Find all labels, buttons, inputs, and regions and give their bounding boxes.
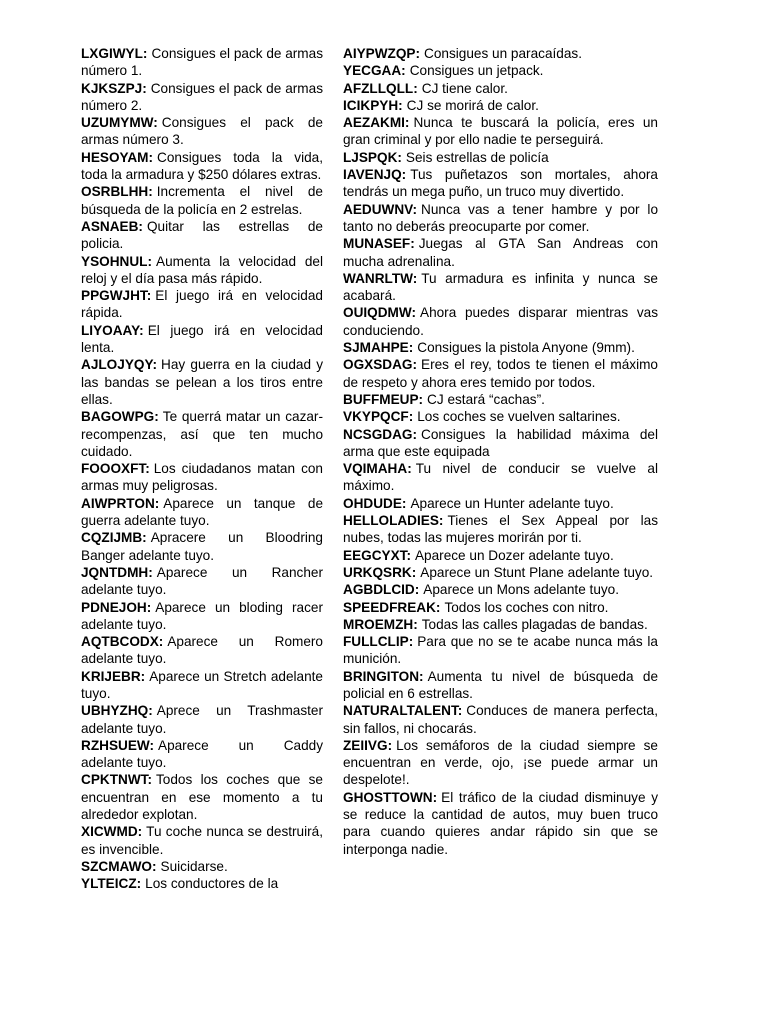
cheat-entry <box>81 287 323 322</box>
cheat-entry <box>343 45 658 62</box>
cheat-description: Suicidarse. <box>160 858 228 874</box>
cheat-description: Los conductores de la <box>145 876 279 892</box>
cheat-entry <box>81 599 323 634</box>
cheat-description: Consigues toda la vida, toda la armadura y $250 dólares extras. <box>81 149 323 183</box>
cheat-entry <box>81 408 323 460</box>
cheat-description: Tu armadura es infinita y nunca se acabará. <box>343 270 658 304</box>
cheat-entry <box>81 183 323 218</box>
cheat-description: Quitar las estrellas de policia. <box>81 218 323 252</box>
cheat-code: NATURALTALENT: <box>343 703 463 719</box>
cheat-description: Aparece un Caddy adelante tuyo. <box>81 737 323 771</box>
cheat-code: AIYPWZQP: <box>343 46 421 61</box>
cheat-entry <box>343 789 658 858</box>
cheat-entry <box>343 495 658 512</box>
cheat-code: KRIJEBR: <box>81 668 146 684</box>
cheat-code: BRINGITON: <box>343 668 424 684</box>
cheat-description: Aumenta la velocidad del reloj y el día pasa más rápido. <box>81 253 323 286</box>
cheat-description: Aparece un Dozer adelante tuyo. <box>414 547 614 563</box>
cheat-code: URKQSRK: <box>343 564 417 580</box>
cheat-code: LJSPQK: <box>343 149 402 165</box>
cheat-description: Aparece un Stretch adelante tuyo. <box>81 668 323 701</box>
cheat-description: CJ se morirá de calor. <box>406 97 539 113</box>
cheat-description: El tráfico de la ciudad disminuye y se reduce la cantidad de autos, muy buen truco para cuando quieres andar rápido sin que se interponga nadie. <box>343 789 658 857</box>
cheat-description: Consigues un paracaídas. <box>424 46 582 61</box>
cheat-description: Aparece un Romero adelante tuyo. <box>81 634 323 667</box>
cheat-description: El juego irá en velocidad lenta. <box>81 322 323 356</box>
cheat-description: Consigues el pack de armas número 3. <box>81 115 323 148</box>
cheat-code: PDNEJOH: <box>81 599 152 615</box>
cheat-code: LIYOAAY: <box>81 322 144 338</box>
cheat-description: Para que no se te acabe nunca más la munición. <box>343 634 658 667</box>
cheat-entry <box>81 80 323 115</box>
cheat-description: Todos los coches con nitro. <box>444 599 609 615</box>
cheat-entry <box>343 201 658 236</box>
cheat-code: EEGCYXT: <box>343 547 411 563</box>
cheat-entry <box>343 426 658 461</box>
cheat-entry <box>81 45 323 80</box>
cheat-description: Los semáforos de la ciudad siempre se encuentran en verde, ojo, ¡se puede armar un despelote!. <box>343 737 658 788</box>
cheat-code: RZHSUEW: <box>81 737 154 753</box>
cheat-entry <box>343 408 658 425</box>
cheat-code: HELLOLADIES: <box>343 513 444 529</box>
cheat-entry <box>81 218 323 253</box>
cheat-description: Aparece un bloding racer adelante tuyo. <box>81 599 323 632</box>
cheat-entry <box>343 599 658 616</box>
cheat-code: ASNAEB: <box>81 218 143 234</box>
cheat-entry <box>343 166 658 201</box>
cheat-description: Tu nivel de conducir se vuelve al máximo. <box>343 461 658 494</box>
cheat-code: CQZIJMB: <box>81 530 147 546</box>
cheat-code: VQIMAHA: <box>343 461 412 477</box>
cheat-entry <box>343 547 658 564</box>
cheat-description: Ahora puedes disparar mientras vas conduciendo. <box>343 305 658 338</box>
cheat-entry <box>81 771 323 823</box>
cheat-description: CJ tiene calor. <box>421 80 508 96</box>
cheat-description: Aparece un Stunt Plane adelante tuyo. <box>420 564 654 580</box>
cheat-entry <box>81 114 323 149</box>
cheat-code: AEDUWNV: <box>343 201 418 217</box>
cheat-code: LXGIWYL: <box>81 46 148 61</box>
cheat-code: AIWPRTON: <box>81 495 160 511</box>
cheat-description: Consigues la pistola Anyone (9mm). <box>417 340 635 356</box>
cheat-entry <box>81 149 323 184</box>
cheat-entry <box>81 253 323 288</box>
cheat-code: YLTEICZ: <box>81 876 142 892</box>
right-column <box>343 45 658 858</box>
cheat-entry <box>343 564 658 581</box>
cheat-entry <box>81 823 323 858</box>
cheat-code: MROEMZH: <box>343 616 418 632</box>
cheat-code: FULLCLIP: <box>343 634 414 650</box>
cheat-code: AQTBCODX: <box>81 634 164 650</box>
cheat-entry <box>343 702 658 737</box>
cheat-code: JQNTDMH: <box>81 564 153 580</box>
cheat-code: AJLOJYQY: <box>81 357 158 373</box>
cheat-description: Aumenta tu nivel de búsqueda de policial en 6 estrellas. <box>343 668 658 701</box>
cheat-description: Te querrá matar un cazar-recompenzas, así que ten mucho cuidado. <box>81 409 323 459</box>
cheat-entry <box>81 737 323 772</box>
cheat-code: VKYPQCF: <box>343 409 414 425</box>
cheat-entry <box>343 668 658 703</box>
cheat-entry <box>81 702 323 737</box>
cheat-description: Incrementa el nivel de búsqueda de la policía en 2 estrelas. <box>81 184 323 217</box>
cheat-description: Aparece un Hunter adelante tuyo. <box>410 495 614 511</box>
cheat-code: WANRLTW: <box>343 270 418 286</box>
cheat-code: UBHYZHQ: <box>81 703 153 719</box>
cheat-entry <box>343 633 658 668</box>
cheat-entry <box>81 875 323 892</box>
cheat-entry <box>343 62 658 79</box>
cheat-code: UZUMYMW: <box>81 115 158 131</box>
cheat-entry <box>81 356 323 408</box>
cheat-code: ZEIIVG: <box>343 737 393 753</box>
cheat-description: Consigues el pack de armas número 2. <box>81 80 323 113</box>
cheat-description: Aprece un Trashmaster adelante tuyo. <box>81 703 323 736</box>
cheat-code: KJKSZPJ: <box>81 80 147 96</box>
left-column <box>81 45 323 893</box>
cheat-entry <box>81 564 323 599</box>
cheat-entry <box>343 339 658 356</box>
cheat-description: Seis estrellas de policía <box>405 149 549 165</box>
cheat-description: Todas las calles plagadas de bandas. <box>421 616 648 632</box>
cheat-entry <box>343 616 658 633</box>
cheat-description: Juegas al GTA San Andreas con mucha adrenalina. <box>343 236 658 269</box>
cheat-description: Consigues un jetpack. <box>409 63 544 79</box>
cheat-entry <box>343 235 658 270</box>
cheat-code: OUIQDMW: <box>343 305 416 321</box>
cheat-code: XICWMD: <box>81 824 143 840</box>
cheat-description: Tienes el Sex Appeal por las nubes, todas las mujeres morirán por ti. <box>343 513 658 546</box>
cheat-description: Tus puñetazos son mortales, ahora tendrás un mega puño, un truco muy divertido. <box>343 167 658 200</box>
cheat-entry <box>81 322 323 357</box>
cheat-code: ICIKPYH: <box>343 97 403 113</box>
cheat-code: SZCMAWO: <box>81 858 157 874</box>
cheat-description: Eres el rey, todos te tienen el máximo de respeto y ahora eres temido por todos. <box>343 357 658 390</box>
cheat-description: Apracere un Bloodring Banger adelante tuyo. <box>81 530 323 563</box>
cheat-code: HESOYAM: <box>81 149 154 165</box>
cheat-code: AGBDLCID: <box>343 582 420 598</box>
cheat-entry <box>343 460 658 495</box>
cheat-description: Aparece un tanque de guerra adelante tuyo. <box>81 495 323 529</box>
cheat-code: YECGAA: <box>343 63 406 79</box>
cheat-code: FOOOXFT: <box>81 461 150 477</box>
cheat-description: Nunca te buscará la policía, eres un gran criminal y por ello nadie te perseguirá. <box>343 115 658 148</box>
cheat-entry <box>343 270 658 305</box>
cheat-entry <box>343 80 658 97</box>
cheat-code: OSRBLHH: <box>81 184 153 200</box>
cheat-description: Consigues la habilidad máxima del arma que este equipada <box>343 426 658 459</box>
cheat-description: Tu coche nunca se destruirá, es invencible. <box>81 824 323 857</box>
cheat-code: GHOSTTOWN: <box>343 789 438 805</box>
cheat-code: IAVENJQ: <box>343 167 407 183</box>
cheat-entry <box>81 858 323 875</box>
cheat-code: OGXSDAG: <box>343 357 418 373</box>
cheat-entry <box>343 356 658 391</box>
cheat-entry <box>343 737 658 789</box>
cheat-code: YSOHNUL: <box>81 253 152 269</box>
cheat-entry <box>343 149 658 166</box>
cheat-entry <box>81 460 323 495</box>
cheat-entry <box>81 529 323 564</box>
cheat-code: CPKTNWT: <box>81 772 152 788</box>
cheat-description: Conduces de manera perfecta, sin fallos, ni chocarás. <box>343 703 658 736</box>
cheat-description: Aparece un Rancher adelante tuyo. <box>81 564 323 598</box>
cheat-description: El juego irá en velocidad rápida. <box>81 288 323 321</box>
cheat-entry <box>343 304 658 339</box>
cheat-code: BAGOWPG: <box>81 409 159 425</box>
cheat-description: Los ciudadanos matan con armas muy peligrosas. <box>81 461 323 494</box>
cheat-entry <box>343 391 658 408</box>
cheat-code: MUNASEF: <box>343 236 415 252</box>
cheat-description: CJ estará “cachas”. <box>427 391 545 407</box>
cheat-code: AEZAKMI: <box>343 115 410 131</box>
cheat-description: Hay guerra en la ciudad y las bandas se pelean a los tiros entre ellas. <box>81 357 323 407</box>
cheat-entry <box>343 581 658 598</box>
cheat-description: Nunca vas a tener hambre y por lo tanto no deberás preocuparte por comer. <box>343 201 658 234</box>
cheat-code: NCSGDAG: <box>343 426 418 442</box>
cheat-code: SJMAHPE: <box>343 340 414 356</box>
cheat-entry <box>81 495 323 530</box>
cheat-entry <box>343 97 658 114</box>
cheat-description: Aparece un Mons adelante tuyo. <box>423 582 620 598</box>
cheat-entry <box>81 668 323 703</box>
cheat-description: Los coches se vuelven saltarines. <box>417 409 621 425</box>
cheat-code: SPEEDFREAK: <box>343 599 441 615</box>
cheat-entry <box>343 512 658 547</box>
cheat-code: PPGWJHT: <box>81 288 152 304</box>
cheat-entry <box>343 114 658 149</box>
cheat-code: AFZLLQLL: <box>343 80 418 96</box>
cheat-description: Consigues el pack de armas número 1. <box>81 46 323 79</box>
cheat-entry <box>81 633 323 668</box>
cheat-code: OHDUDE: <box>343 495 407 511</box>
cheat-description: Todos los coches que se encuentran en ese momento a tu alrededor explotan. <box>81 772 323 823</box>
cheat-code: BUFFMEUP: <box>343 391 424 407</box>
